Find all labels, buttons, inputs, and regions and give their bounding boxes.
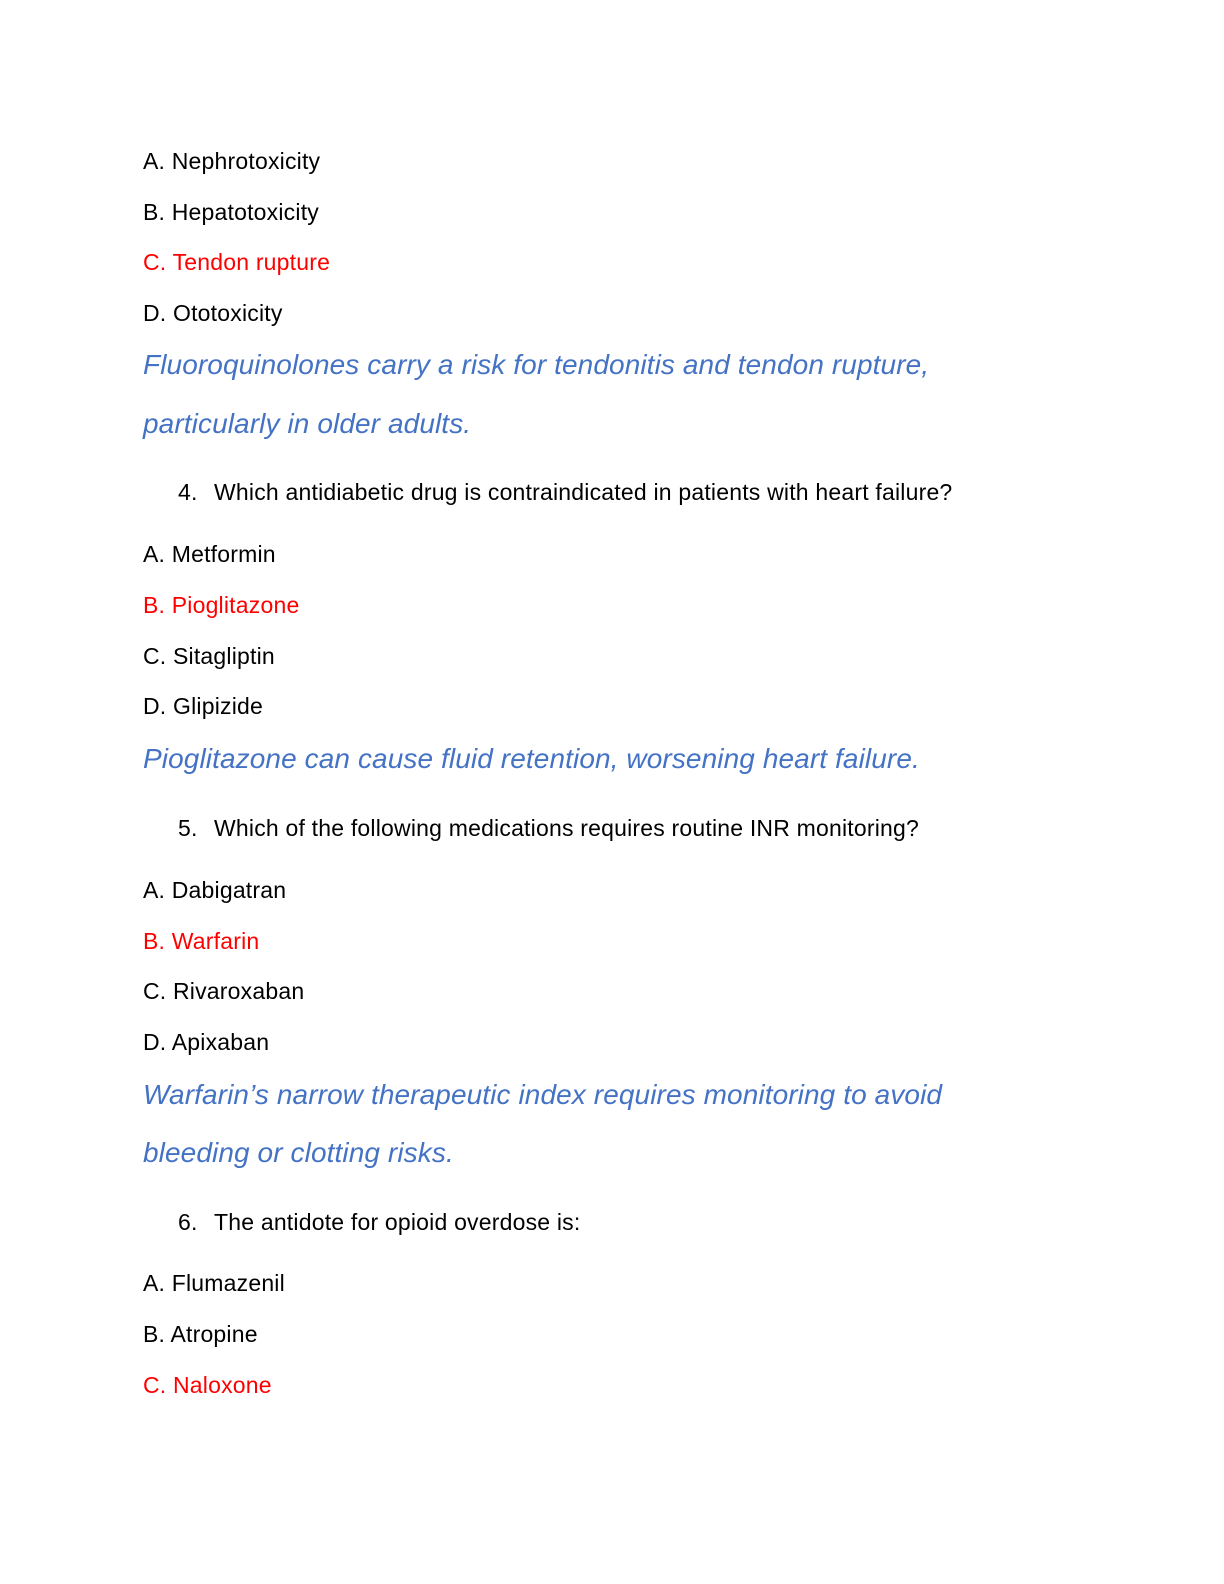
question-number: 4.	[178, 479, 198, 505]
question-text: Which of the following medications requires routine INR monitoring?	[214, 815, 920, 841]
question-number: 6.	[178, 1209, 198, 1235]
option-a: A. Metformin	[143, 541, 276, 567]
option-a: A. Flumazenil	[143, 1270, 285, 1296]
option-c-correct: C. Naloxone	[143, 1372, 272, 1398]
question-text: The antidote for opioid overdose is:	[214, 1209, 581, 1235]
option-a: A. Dabigatran	[143, 877, 287, 903]
option-b-correct: B. Pioglitazone	[143, 592, 300, 618]
explanation-line: Pioglitazone can cause fluid retention, worsening heart failure.	[143, 743, 920, 774]
option-b: B. Hepatotoxicity	[143, 199, 319, 225]
option-b: B. Atropine	[143, 1321, 258, 1347]
question-5	[178, 813, 919, 843]
explanation-line: Warfarin’s narrow therapeutic index requires monitoring to avoid	[143, 1079, 943, 1110]
question-text: Which antidiabetic drug is contraindicated in patients with heart failure?	[214, 479, 953, 505]
explanation-line: Fluoroquinolones carry a risk for tendonitis and tendon rupture,	[143, 349, 930, 380]
option-b-correct: B. Warfarin	[143, 928, 260, 954]
option-d: D. Glipizide	[143, 693, 263, 719]
question-4	[178, 477, 952, 507]
option-c: C. Sitagliptin	[143, 643, 275, 669]
option-d: D. Ototoxicity	[143, 300, 283, 326]
question-number: 5.	[178, 815, 198, 841]
option-c: C. Rivaroxaban	[143, 978, 305, 1004]
option-c-correct: C. Tendon rupture	[143, 249, 331, 275]
explanation-line: bleeding or clotting risks.	[143, 1137, 454, 1168]
option-a: A. Nephrotoxicity	[143, 148, 321, 174]
option-d: D. Apixaban	[143, 1029, 270, 1055]
question-6	[178, 1207, 580, 1237]
explanation-line: particularly in older adults.	[143, 408, 472, 439]
